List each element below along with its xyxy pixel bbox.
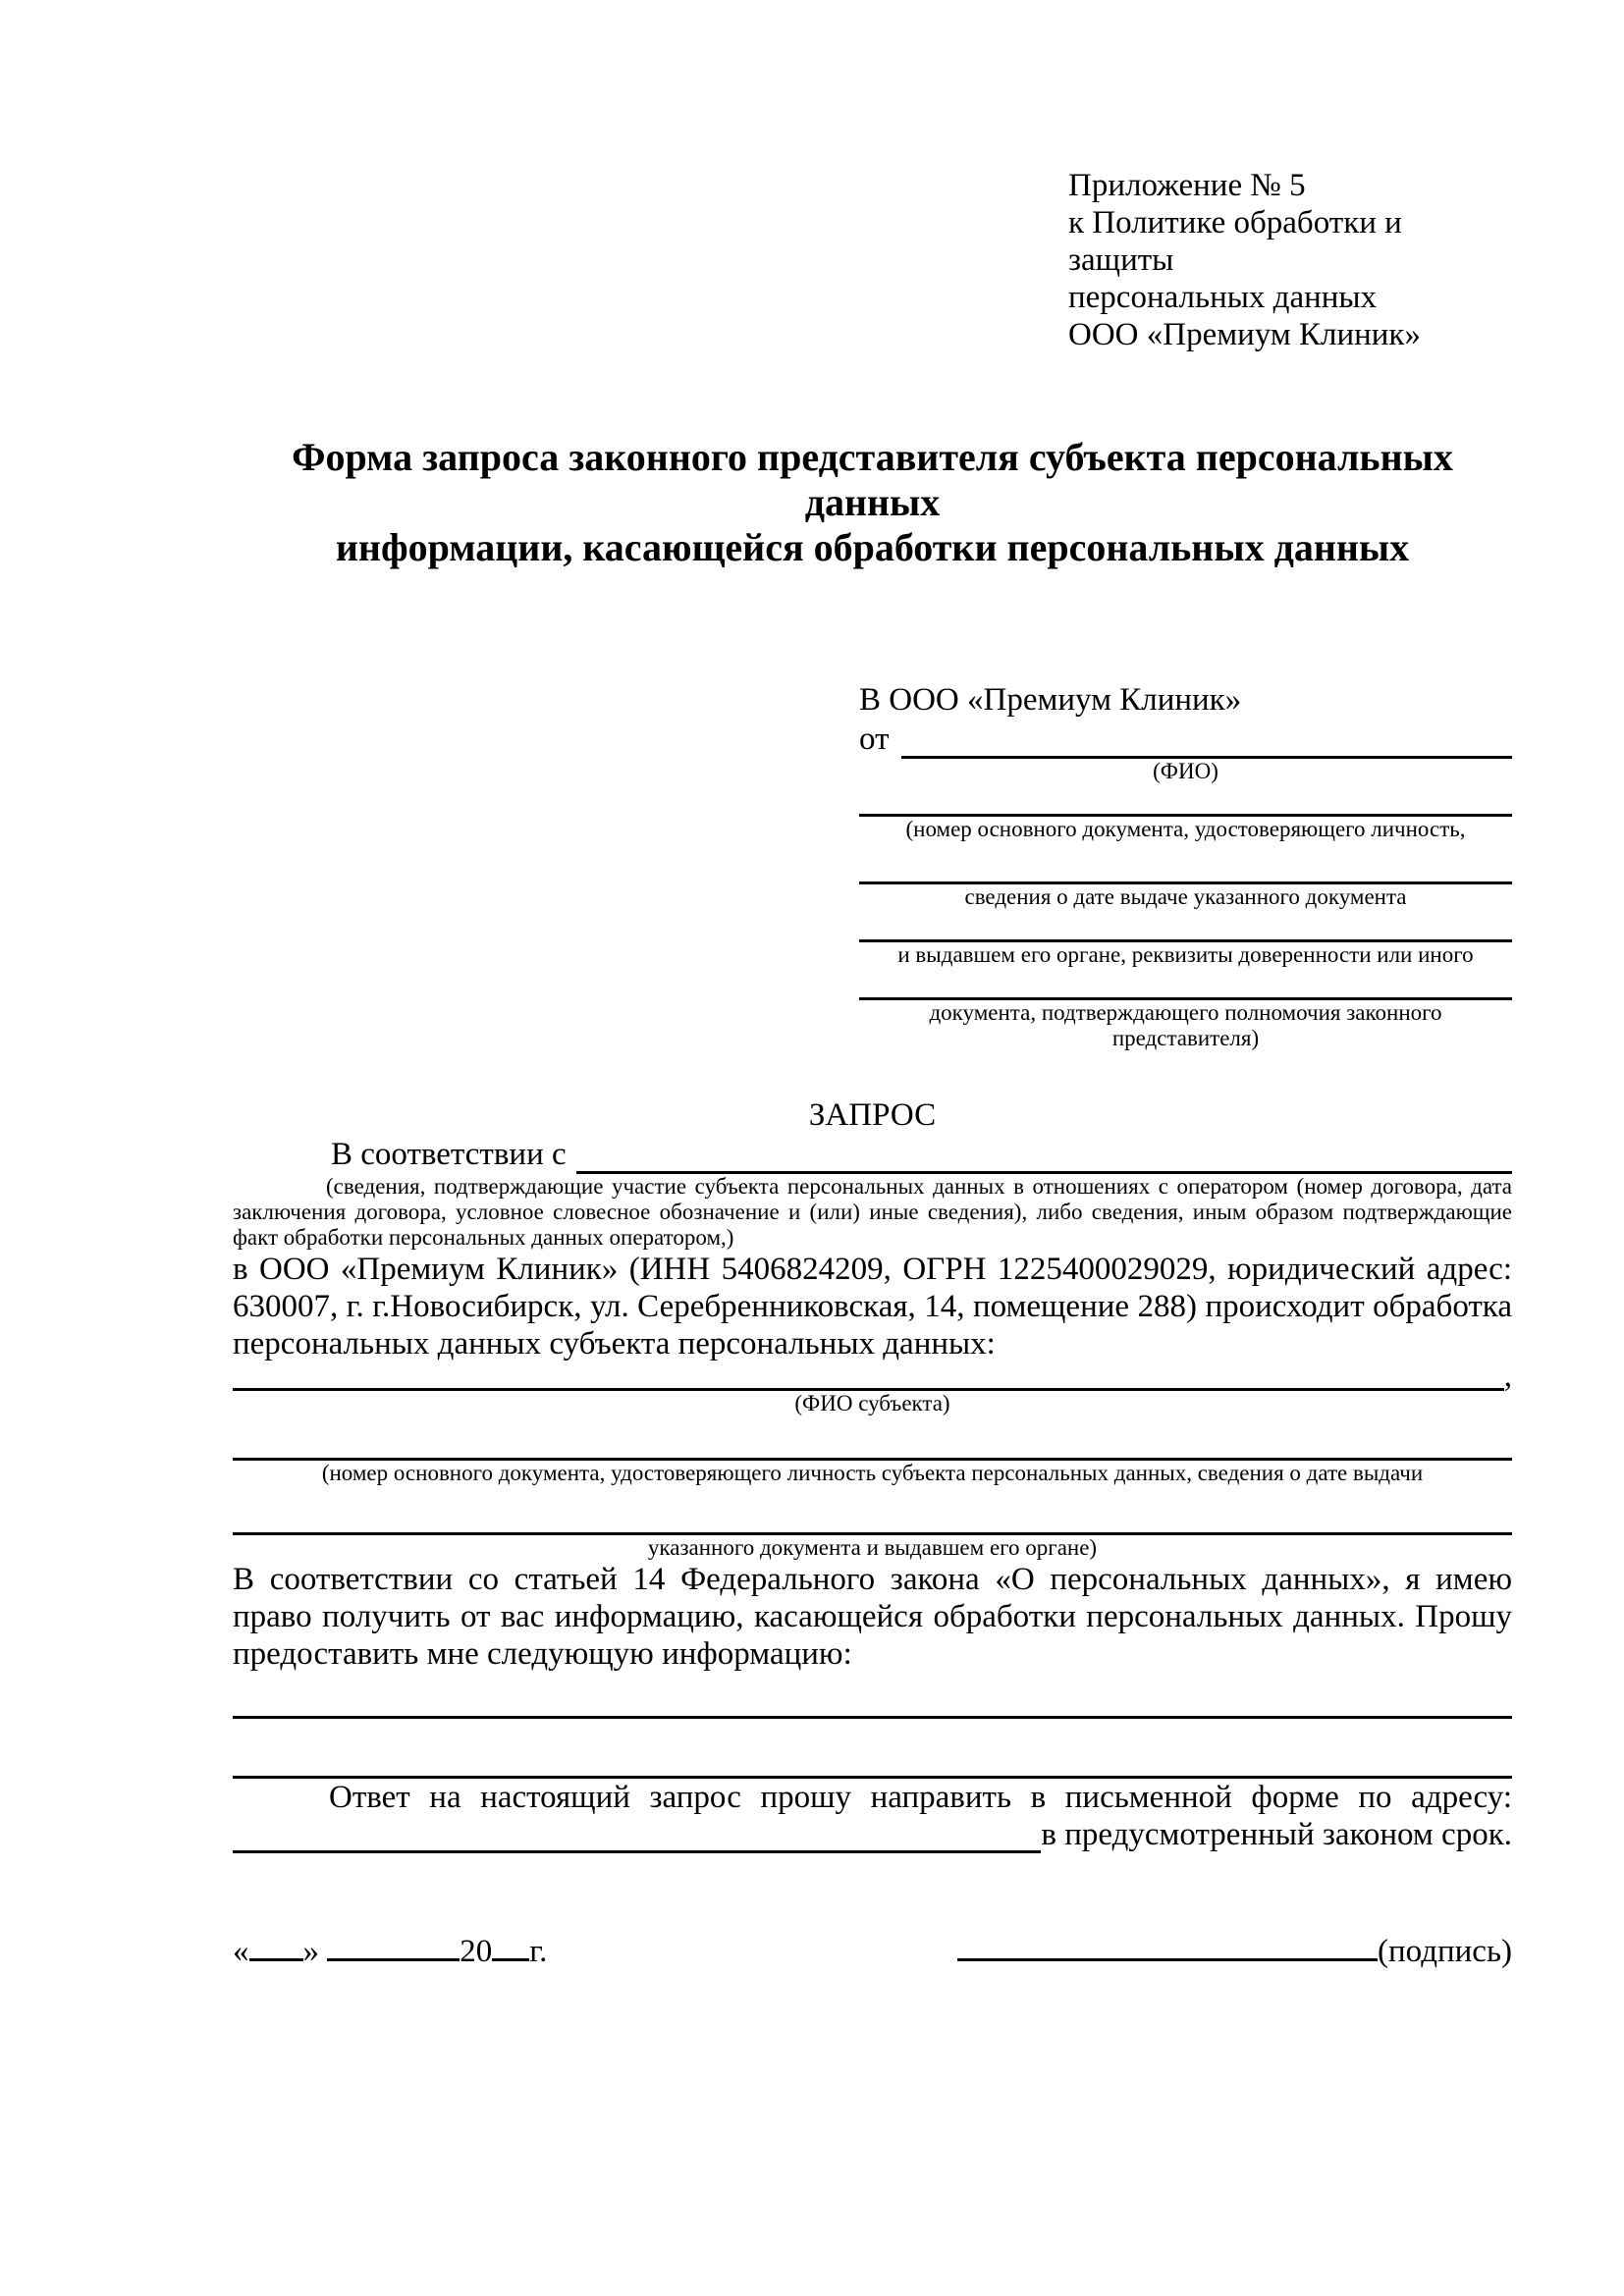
addressee-to: В ООО «Премиум Клиник»	[859, 682, 1242, 718]
year-suffix: г.	[529, 1934, 548, 1969]
document-number-caption: (номер основного документа, удостоверяющего личность,	[905, 817, 1466, 841]
issuing-authority-fill-in-line	[859, 910, 1512, 942]
appendix-line: ООО «Премиум Клиник»	[1068, 317, 1421, 352]
reply-tail: в предусмотренный законом срок.	[1041, 1817, 1512, 1852]
date-month-fill-in-line	[327, 1954, 460, 1961]
issue-date-caption: сведения о дате выдаче указанного документа	[964, 884, 1407, 909]
reply-paragraph: Ответ на настоящий запрос прошу направить в письменной форме по адресу:	[329, 1780, 1512, 1815]
information-fill-in-line-2	[233, 1719, 1512, 1779]
document-title-line1: Форма запроса законного представителя субъекта персональных данных	[292, 435, 1453, 524]
subject-document-caption-2: указанного документа и выдавшем его органе)	[647, 1535, 1098, 1560]
appendix-line: персональных данных	[1068, 280, 1378, 315]
accordance-row	[233, 1135, 1512, 1174]
addressee-block	[859, 680, 1512, 1051]
date-signature-row	[233, 1932, 1512, 1971]
subject-document-fill-in-line-2	[233, 1486, 1512, 1535]
appendix-line: к Политике обработки и защиты	[1068, 205, 1402, 278]
trailing-comma: ,	[1503, 1359, 1512, 1394]
signature-group	[957, 1932, 1512, 1971]
accordance-caption: (сведения, подтверждающие участие субъекта персональных данных в отношениях с оператором (номер договора, дата заключения договора, условное словесное обозначение и (или) иные сведения), либо сведения, иным образом подтверждающие факт обработки персональных данных оператором,)	[233, 1174, 1512, 1250]
appendix-line: Приложение № 5	[1068, 168, 1306, 203]
reply-address-row	[233, 1816, 1512, 1853]
signature-fill-in-line	[957, 1954, 1378, 1961]
authority-document-caption: документа, подтверждающего полномочия законного представителя)	[929, 1000, 1442, 1050]
date-day-fill-in-line	[249, 1954, 303, 1961]
date-close-quote: »	[302, 1934, 319, 1969]
subject-document-fill-in-line	[233, 1416, 1512, 1461]
date-group	[233, 1932, 547, 1971]
date-open-quote: «	[233, 1934, 249, 1969]
subject-fio-caption: (ФИО субъекта)	[794, 1391, 950, 1415]
issue-date-fill-in-line	[859, 842, 1512, 884]
date-year-fill-in-line	[492, 1954, 529, 1961]
authority-document-fill-in-line	[859, 968, 1512, 1000]
subject-fio-row	[233, 1359, 1512, 1394]
reply-address-fill-in-line	[233, 1850, 1041, 1853]
information-fill-in-line-1	[233, 1673, 1512, 1719]
document-title-line2: информации, касающейся обработки персональных данных	[335, 525, 1410, 569]
issuing-authority-caption: и выдавшем его органе, реквизиты доверенности или иного	[897, 942, 1474, 967]
appendix-block	[1068, 167, 1512, 353]
from-row	[859, 720, 1512, 759]
signature-caption: (подпись)	[1378, 1934, 1512, 1969]
law-paragraph: В соответствии со статьей 14 Федерального закона «О персональных данных», я имею право получить от вас информацию, касающейся обработки персональных данных. Прошу предоставить мне следующую информацию:	[233, 1562, 1512, 1672]
year-prefix: 20	[460, 1934, 493, 1969]
subject-document-caption: (номер основного документа, удостоверяющего личность субъекта персональных данных, сведения о дате выдачи	[321, 1461, 1424, 1485]
operator-paragraph: в ООО «Премиум Клиник» (ИНН 5406824209, ОГРН 1225400029029, юридический адрес: 630007, г. г.Новосибирск, ул. Серебренниковская, 14, помещение 288) происходит обработка персональных данных субъекта персональных данных:	[233, 1252, 1512, 1362]
from-label: от	[859, 721, 890, 757]
accordance-label: В соответствии с	[331, 1137, 567, 1172]
document-number-fill-in-line	[859, 784, 1512, 817]
fio-caption: (ФИО)	[1153, 759, 1218, 783]
request-heading: ЗАПРОС	[808, 1097, 937, 1133]
document-title	[233, 435, 1512, 570]
